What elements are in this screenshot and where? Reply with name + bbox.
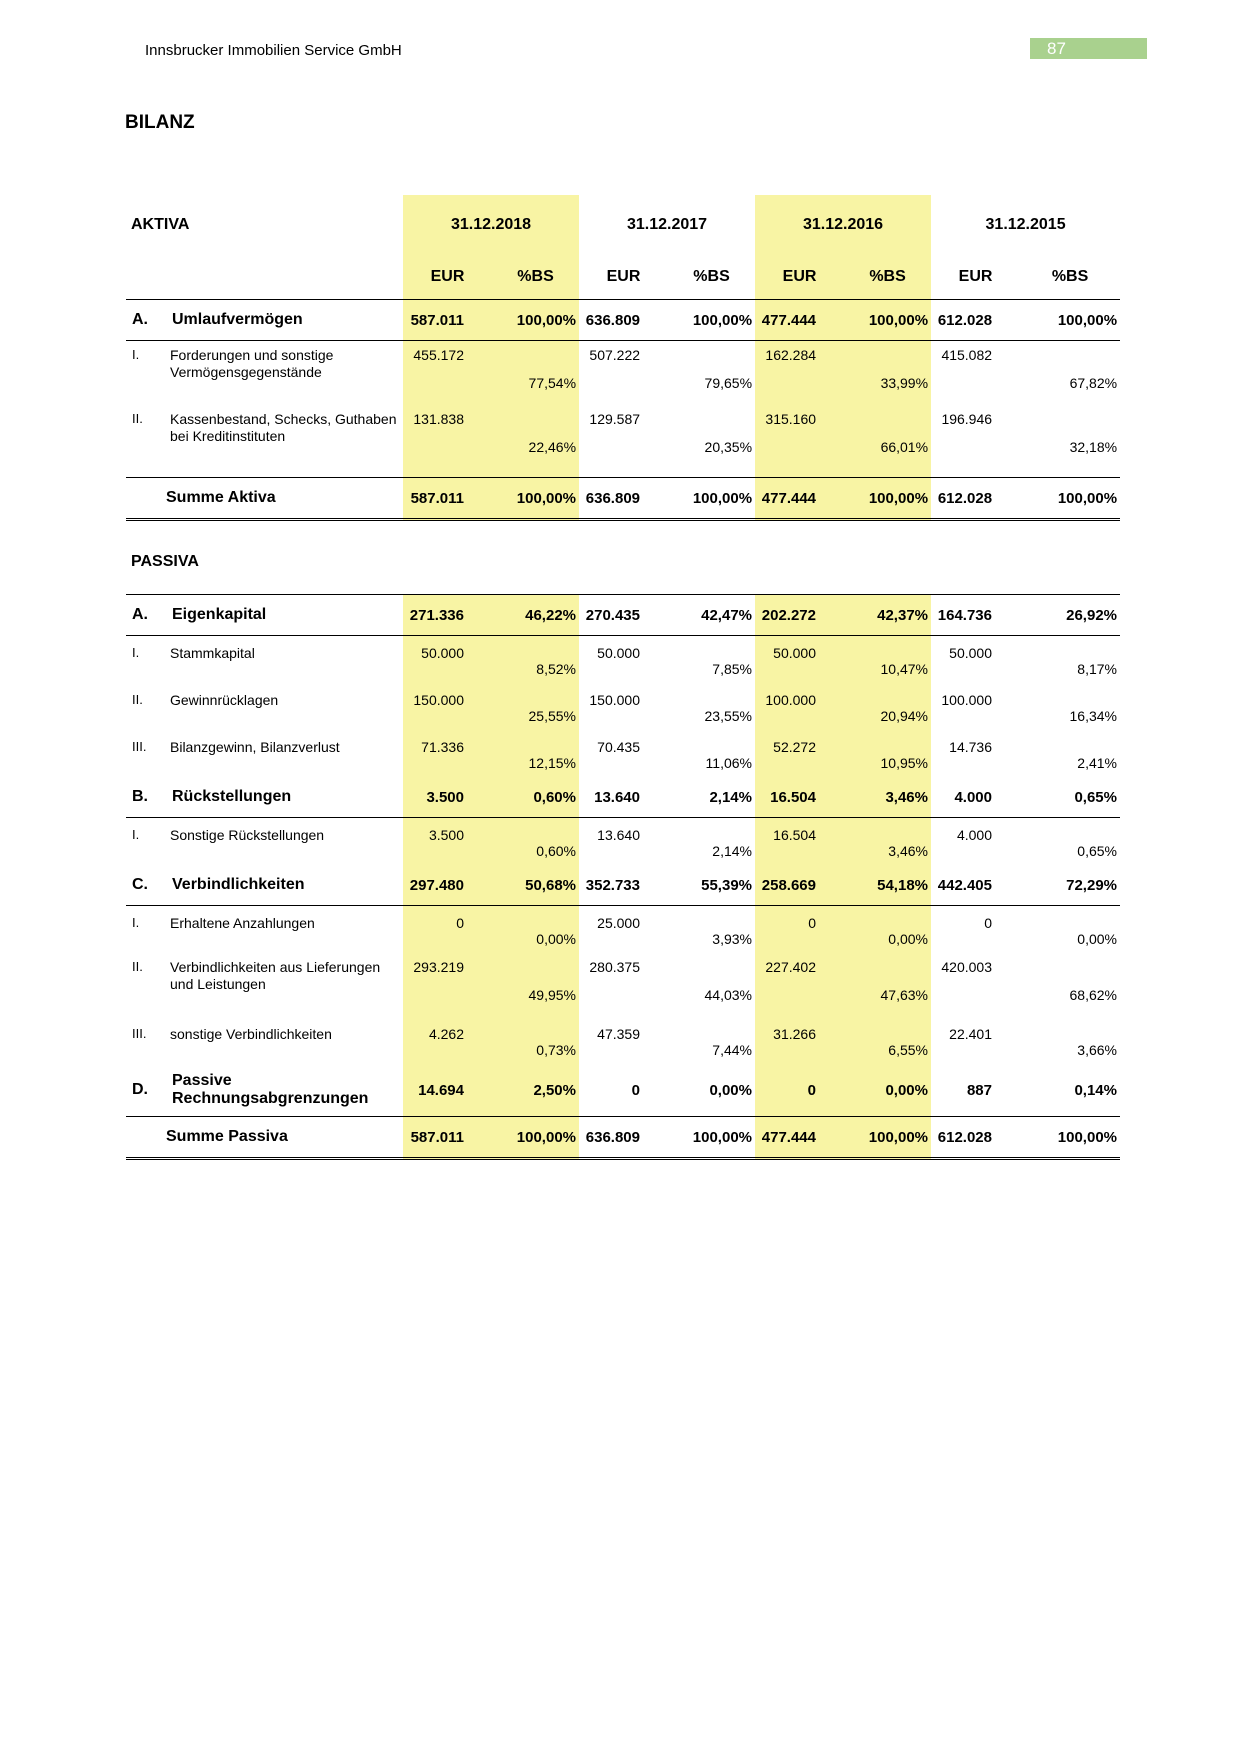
eur-value: 455.172 bbox=[403, 341, 492, 406]
percent-value: 100,00% bbox=[492, 300, 579, 341]
spacer bbox=[668, 469, 755, 478]
eur-value: 636.809 bbox=[579, 478, 668, 520]
line-item-label: Sonstige Rückstellungen bbox=[170, 827, 325, 843]
eur-value: 150.000 bbox=[589, 692, 640, 708]
eur-value: 100.000 bbox=[941, 692, 992, 708]
eur-value: 150.000 bbox=[403, 683, 492, 730]
eur-value: 3.500 bbox=[403, 818, 492, 866]
unit-pct: %BS bbox=[1020, 255, 1120, 300]
line-item-row bbox=[126, 906, 1120, 954]
eur-value: 13.640 bbox=[579, 777, 668, 818]
percent-value: 100,00% bbox=[844, 300, 931, 341]
spacer bbox=[126, 469, 166, 478]
eur-value: 270.435 bbox=[579, 595, 668, 636]
percent-value: 0,00% bbox=[844, 906, 931, 954]
roman-numeral: I. bbox=[132, 347, 140, 362]
total-label: Summe Aktiva bbox=[126, 478, 403, 520]
year-header-row bbox=[126, 195, 1120, 255]
eur-value: 100.000 bbox=[755, 683, 844, 730]
eur-value: 477.444 bbox=[755, 1117, 844, 1159]
year-header: 31.12.2018 bbox=[403, 195, 579, 255]
section-label: Eigenkapital bbox=[166, 595, 403, 636]
roman-numeral: II. bbox=[132, 411, 143, 426]
line-item-row bbox=[126, 730, 1120, 777]
percent-value: 3,46% bbox=[844, 777, 931, 818]
percent-value: 49,95% bbox=[492, 953, 579, 1017]
spacer bbox=[126, 255, 403, 300]
roman-numeral: I. bbox=[132, 915, 140, 930]
percent-value: 100,00% bbox=[668, 1117, 755, 1159]
percent-value: 54,18% bbox=[844, 865, 931, 906]
year-header: 31.12.2016 bbox=[755, 195, 931, 255]
eur-value: 52.272 bbox=[755, 730, 844, 777]
eur-value: 612.028 bbox=[931, 300, 1020, 341]
line-item-row bbox=[126, 341, 1120, 406]
eur-value: 4.262 bbox=[403, 1017, 492, 1064]
percent-value: 0,00% bbox=[492, 906, 579, 954]
percent-value: 55,39% bbox=[668, 865, 755, 906]
percent-value: 100,00% bbox=[1020, 478, 1120, 520]
eur-value: 420.003 bbox=[941, 959, 992, 975]
summe-passiva-row bbox=[126, 1117, 1120, 1159]
percent-value: 0,65% bbox=[1077, 843, 1117, 859]
eur-value: 164.736 bbox=[931, 595, 1020, 636]
eur-value: 636.809 bbox=[579, 1117, 668, 1159]
eur-value: 22.401 bbox=[949, 1026, 992, 1042]
percent-value: 100,00% bbox=[668, 300, 755, 341]
unit-eur: EUR bbox=[403, 255, 492, 300]
total-label: Summe Passiva bbox=[126, 1117, 403, 1159]
percent-value: 33,99% bbox=[844, 341, 931, 406]
eur-value: 227.402 bbox=[755, 953, 844, 1017]
line-item-label: Gewinnrücklagen bbox=[170, 692, 279, 708]
eur-value: 297.480 bbox=[403, 865, 492, 906]
eur-value: 47.359 bbox=[597, 1026, 640, 1042]
percent-value: 3,93% bbox=[712, 931, 752, 947]
spacer bbox=[166, 469, 403, 478]
eur-value: 477.444 bbox=[755, 478, 844, 520]
percent-value: 2,41% bbox=[1077, 755, 1117, 771]
percent-value: 20,94% bbox=[844, 683, 931, 730]
passiva-section-row bbox=[126, 865, 1120, 906]
percent-value: 42,47% bbox=[668, 595, 755, 636]
eur-value: 70.435 bbox=[597, 739, 640, 755]
percent-value: 11,06% bbox=[705, 755, 752, 771]
eur-value: 14.736 bbox=[949, 739, 992, 755]
eur-value: 271.336 bbox=[403, 595, 492, 636]
eur-value: 0 bbox=[579, 1064, 668, 1117]
percent-value: 0,60% bbox=[492, 777, 579, 818]
line-item-row bbox=[126, 636, 1120, 684]
eur-value: 131.838 bbox=[403, 405, 492, 469]
percent-value: 47,63% bbox=[844, 953, 931, 1017]
line-item-row bbox=[126, 683, 1120, 730]
percent-value: 23,55% bbox=[704, 708, 752, 724]
eur-value: 196.946 bbox=[941, 411, 993, 427]
percent-value: 8,17% bbox=[1077, 661, 1117, 677]
unit-eur: EUR bbox=[755, 255, 844, 300]
eur-value: 25.000 bbox=[597, 915, 640, 931]
passiva-table bbox=[126, 594, 1120, 1160]
roman-numeral: I. bbox=[132, 827, 140, 842]
eur-value: 31.266 bbox=[755, 1017, 844, 1064]
unit-pct: %BS bbox=[844, 255, 931, 300]
umlaufvermoegen-row bbox=[126, 300, 1120, 341]
section-label: Umlaufvermögen bbox=[166, 300, 403, 341]
line-item-label: sonstige Verbindlichkeiten bbox=[170, 1026, 332, 1042]
spacer bbox=[579, 469, 668, 478]
percent-value: 7,44% bbox=[712, 1042, 752, 1058]
page-number: 87 bbox=[1030, 38, 1147, 59]
percent-value: 3,66% bbox=[1077, 1042, 1117, 1058]
eur-value: 4.000 bbox=[931, 777, 1020, 818]
line-item-label: Bilanzgewinn, Bilanzverlust bbox=[170, 739, 340, 755]
eur-value: 415.082 bbox=[941, 347, 993, 363]
passiva-label: PASSIVA bbox=[131, 553, 199, 570]
percent-value: 0,00% bbox=[668, 1064, 755, 1117]
percent-value: 100,00% bbox=[492, 478, 579, 520]
roman-numeral: I. bbox=[132, 645, 140, 660]
percent-value: 100,00% bbox=[844, 478, 931, 520]
line-item-row bbox=[126, 405, 1120, 469]
eur-value: 587.011 bbox=[403, 478, 492, 520]
unit-eur: EUR bbox=[579, 255, 668, 300]
percent-value: 8,52% bbox=[492, 636, 579, 684]
company-name: Innsbrucker Immobilien Service GmbH bbox=[145, 42, 402, 59]
eur-value: 352.733 bbox=[579, 865, 668, 906]
year-header: 31.12.2015 bbox=[985, 216, 1066, 233]
percent-value: 7,85% bbox=[712, 661, 752, 677]
percent-value: 67,82% bbox=[1069, 375, 1118, 391]
spacer bbox=[492, 469, 579, 478]
eur-value: 612.028 bbox=[931, 478, 1020, 520]
page-title: BILANZ bbox=[125, 112, 195, 133]
percent-value: 44,03% bbox=[704, 987, 752, 1003]
percent-value: 100,00% bbox=[844, 1117, 931, 1159]
percent-value: 32,18% bbox=[1069, 439, 1118, 455]
spacer bbox=[931, 469, 1020, 478]
section-label: Verbindlichkeiten bbox=[166, 865, 403, 906]
passiva-section-row bbox=[126, 777, 1120, 818]
roman-numeral: III. bbox=[132, 1026, 147, 1041]
section-letter: A. bbox=[126, 300, 166, 341]
eur-value: 636.809 bbox=[579, 300, 668, 341]
percent-value: 72,29% bbox=[1020, 865, 1120, 906]
percent-value: 16,34% bbox=[1069, 708, 1117, 724]
percent-value: 100,00% bbox=[1020, 1117, 1120, 1159]
percent-value: 20,35% bbox=[704, 439, 753, 455]
eur-value: 50.000 bbox=[949, 645, 992, 661]
eur-value: 4.000 bbox=[956, 827, 992, 843]
line-item-label: Verbindlichkeiten aus Lieferungen und Leistungen bbox=[170, 959, 381, 992]
percent-value: 0,14% bbox=[1020, 1064, 1120, 1117]
eur-value: 0 bbox=[403, 906, 492, 954]
unit-eur: EUR bbox=[931, 255, 1020, 300]
percent-value: 77,54% bbox=[492, 341, 579, 406]
percent-value: 0,60% bbox=[492, 818, 579, 866]
percent-value: 100,00% bbox=[492, 1117, 579, 1159]
eur-value: 587.011 bbox=[403, 1117, 492, 1159]
unit-pct: %BS bbox=[668, 255, 755, 300]
spacer bbox=[126, 195, 403, 255]
eur-value: 71.336 bbox=[403, 730, 492, 777]
spacer bbox=[403, 469, 492, 478]
line-item-label: Stammkapital bbox=[170, 645, 255, 661]
year-header: 31.12.2017 bbox=[626, 216, 708, 233]
eur-value: 315.160 bbox=[755, 405, 844, 469]
percent-value: 0,65% bbox=[1020, 777, 1120, 818]
eur-value: 3.500 bbox=[403, 777, 492, 818]
percent-value: 2,14% bbox=[668, 777, 755, 818]
section-letter: D. bbox=[126, 1064, 166, 1117]
eur-value: 507.222 bbox=[589, 347, 641, 363]
eur-value: 612.028 bbox=[931, 1117, 1020, 1159]
section-label: Rückstellungen bbox=[166, 777, 403, 818]
percent-value: 25,55% bbox=[492, 683, 579, 730]
roman-numeral: II. bbox=[132, 692, 143, 707]
eur-value: 587.011 bbox=[403, 300, 492, 341]
percent-value: 100,00% bbox=[1020, 300, 1120, 341]
eur-value: 0 bbox=[984, 915, 992, 931]
eur-value: 258.669 bbox=[755, 865, 844, 906]
line-item-row bbox=[126, 1017, 1120, 1064]
spacer bbox=[844, 469, 931, 478]
percent-value: 0,00% bbox=[844, 1064, 931, 1117]
eur-value: 129.587 bbox=[589, 411, 641, 427]
eur-value: 16.504 bbox=[755, 818, 844, 866]
eur-value: 0 bbox=[755, 1064, 844, 1117]
line-item-row bbox=[126, 818, 1120, 866]
percent-value: 12,15% bbox=[492, 730, 579, 777]
eur-value: 887 bbox=[931, 1064, 1020, 1117]
aktiva-label: AKTIVA bbox=[131, 216, 190, 233]
percent-value: 2,14% bbox=[712, 843, 752, 859]
percent-value: 66,01% bbox=[844, 405, 931, 469]
section-letter: B. bbox=[126, 777, 166, 818]
line-item-row bbox=[126, 953, 1120, 1017]
percent-value: 0,73% bbox=[492, 1017, 579, 1064]
line-item-label: Forderungen und sonstige Vermögensgegenstände bbox=[170, 347, 334, 380]
passiva-section-row bbox=[126, 1064, 1120, 1117]
roman-numeral: II. bbox=[132, 959, 143, 974]
eur-value: 162.284 bbox=[755, 341, 844, 406]
section-letter: C. bbox=[126, 865, 166, 906]
spacer bbox=[1020, 469, 1120, 478]
eur-value: 50.000 bbox=[755, 636, 844, 684]
eur-value: 202.272 bbox=[755, 595, 844, 636]
eur-value: 13.640 bbox=[597, 827, 640, 843]
summe-aktiva-row bbox=[126, 478, 1120, 520]
percent-value: 46,22% bbox=[492, 595, 579, 636]
eur-value: 477.444 bbox=[755, 300, 844, 341]
eur-value: 50.000 bbox=[403, 636, 492, 684]
percent-value: 10,95% bbox=[844, 730, 931, 777]
eur-value: 442.405 bbox=[931, 865, 1020, 906]
aktiva-table bbox=[126, 195, 1120, 521]
percent-value: 42,37% bbox=[844, 595, 931, 636]
percent-value: 79,65% bbox=[704, 375, 753, 391]
eur-value: 14.694 bbox=[403, 1064, 492, 1117]
eur-value: 16.504 bbox=[755, 777, 844, 818]
passiva-section-row bbox=[126, 595, 1120, 636]
eur-value: 50.000 bbox=[597, 645, 640, 661]
line-item-label: Kassenbestand, Schecks, Guthaben bei Kreditinstituten bbox=[170, 411, 397, 444]
unit-pct: %BS bbox=[492, 255, 579, 300]
percent-value: 2,50% bbox=[492, 1064, 579, 1117]
percent-value: 22,46% bbox=[492, 405, 579, 469]
percent-value: 10,47% bbox=[844, 636, 931, 684]
percent-value: 26,92% bbox=[1020, 595, 1120, 636]
percent-value: 3,46% bbox=[844, 818, 931, 866]
roman-numeral: III. bbox=[132, 739, 147, 754]
percent-value: 0,00% bbox=[1077, 931, 1117, 947]
section-letter: A. bbox=[126, 595, 166, 636]
percent-value: 68,62% bbox=[1069, 987, 1117, 1003]
unit-header-row bbox=[126, 255, 1120, 300]
eur-value: 280.375 bbox=[589, 959, 640, 975]
spacer bbox=[755, 469, 844, 478]
section-label: Passive Rechnungsabgrenzungen bbox=[166, 1064, 403, 1117]
eur-value: 293.219 bbox=[403, 953, 492, 1017]
percent-value: 100,00% bbox=[668, 478, 755, 520]
percent-value: 50,68% bbox=[492, 865, 579, 906]
percent-value: 6,55% bbox=[844, 1017, 931, 1064]
line-item-label: Erhaltene Anzahlungen bbox=[170, 915, 315, 931]
eur-value: 0 bbox=[755, 906, 844, 954]
